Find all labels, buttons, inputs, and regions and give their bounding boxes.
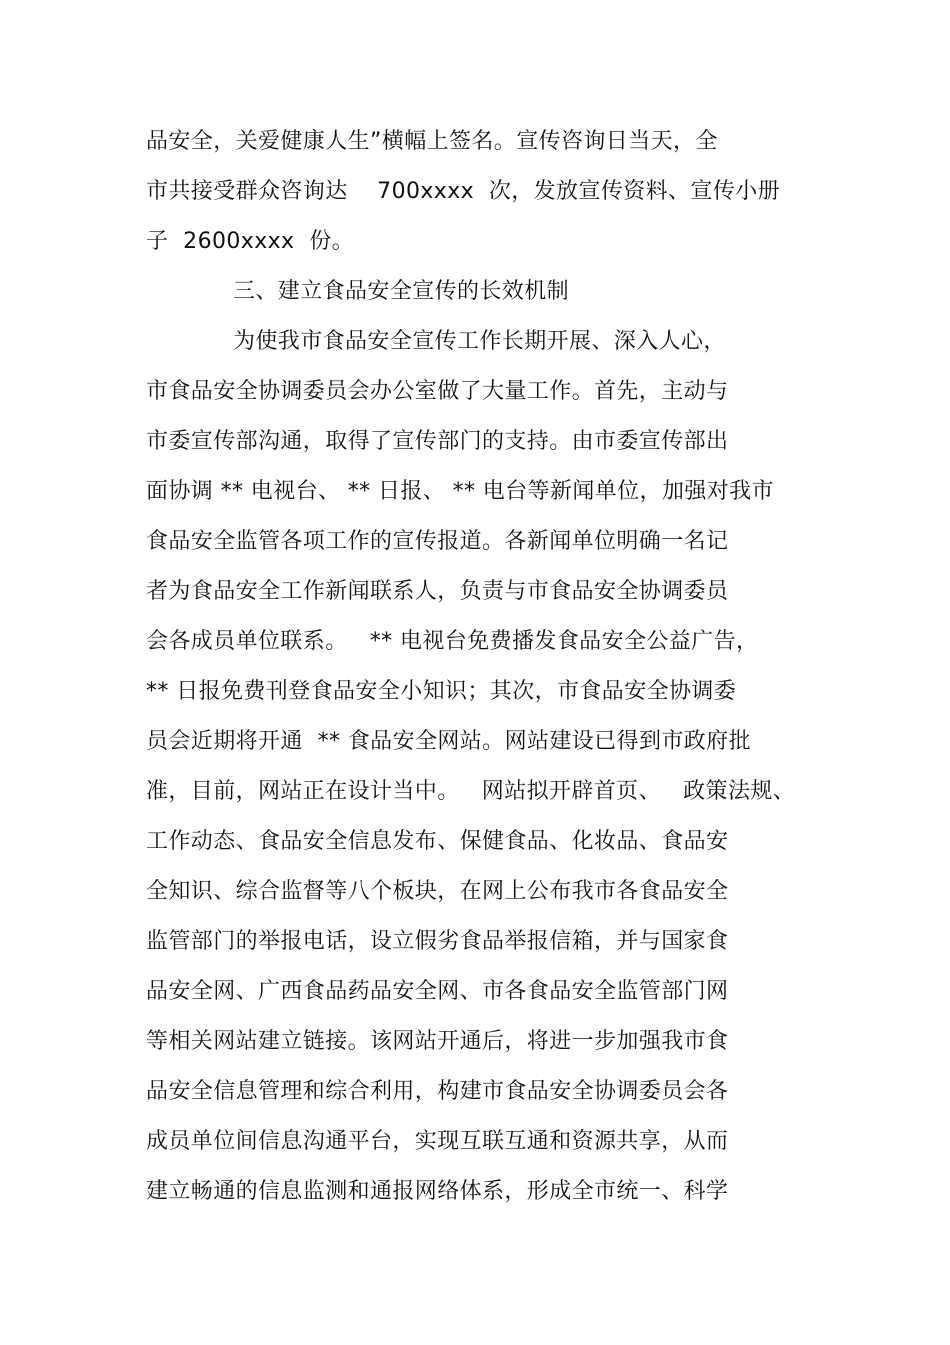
text-line-2: 市共接受群众咨询达 700xxxx 次，发放宣传资料、宣传小册	[146, 179, 781, 204]
text-line-13: 员会近期将开通 ** 食品安全网站。网站建设已得到市政府批	[146, 729, 751, 754]
text-line-8: 面协调 ** 电视台、 ** 日报、 ** 电台等新闻单位，加强对我市	[146, 479, 774, 504]
text-line-3: 子 2600xxxx 份。	[146, 229, 355, 254]
text-line-9: 食品安全监管各项工作的宣传报道。各新闻单位明确一名记	[146, 529, 729, 554]
text-line-21: 成员单位间信息沟通平台，实现互联互通和资源共享，从而	[146, 1129, 729, 1154]
text-line-12: ** 日报免费刊登食品安全小知识；其次，市食品安全协调委	[146, 679, 737, 704]
text-line-15: 工作动态、食品安全信息发布、保健食品、化妆品、食品安	[146, 829, 729, 854]
text-line-6: 市食品安全协调委员会办公室做了大量工作。首先，主动与	[146, 379, 729, 404]
text-line-10: 者为食品安全工作新闻联系人，负责与市食品安全协调委员	[146, 579, 729, 604]
text-line-16: 全知识、综合监督等八个板块，在网上公布我市各食品安全	[146, 879, 729, 904]
text-line-17: 监管部门的举报电话，设立假劣食品举报信箱，并与国家食	[146, 929, 729, 954]
text-line-22: 建立畅通的信息监测和通报网络体系，形成全市统一、科学	[146, 1179, 729, 1204]
section-heading: 三、建立食品安全宣传的长效机制	[233, 279, 570, 304]
text-line-18: 品安全网、广西食品药品安全网、市各食品安全监管部门网	[146, 979, 729, 1004]
text-line-7: 市委宣传部沟通，取得了宣传部门的支持。由市委宣传部出	[146, 429, 729, 454]
text-line-19: 等相关网站建立链接。该网站开通后，将进一步加强我市食	[146, 1029, 729, 1054]
text-line-20: 品安全信息管理和综合利用，构建市食品安全协调委员会各	[146, 1079, 729, 1104]
paragraph-start-line: 为使我市食品安全宣传工作长期开展、深入人心，	[233, 329, 726, 354]
text-line-11: 会各成员单位联系。 ** 电视台免费播发食品安全公益广告，	[146, 629, 759, 654]
text-line-14: 准，目前，网站正在设计当中。 网站拟开辟首页、 政策法规、	[146, 779, 796, 804]
text-line-1: 品安全，关爱健康人生”横幅上签名。宣传咨询日当天，全	[146, 129, 718, 154]
